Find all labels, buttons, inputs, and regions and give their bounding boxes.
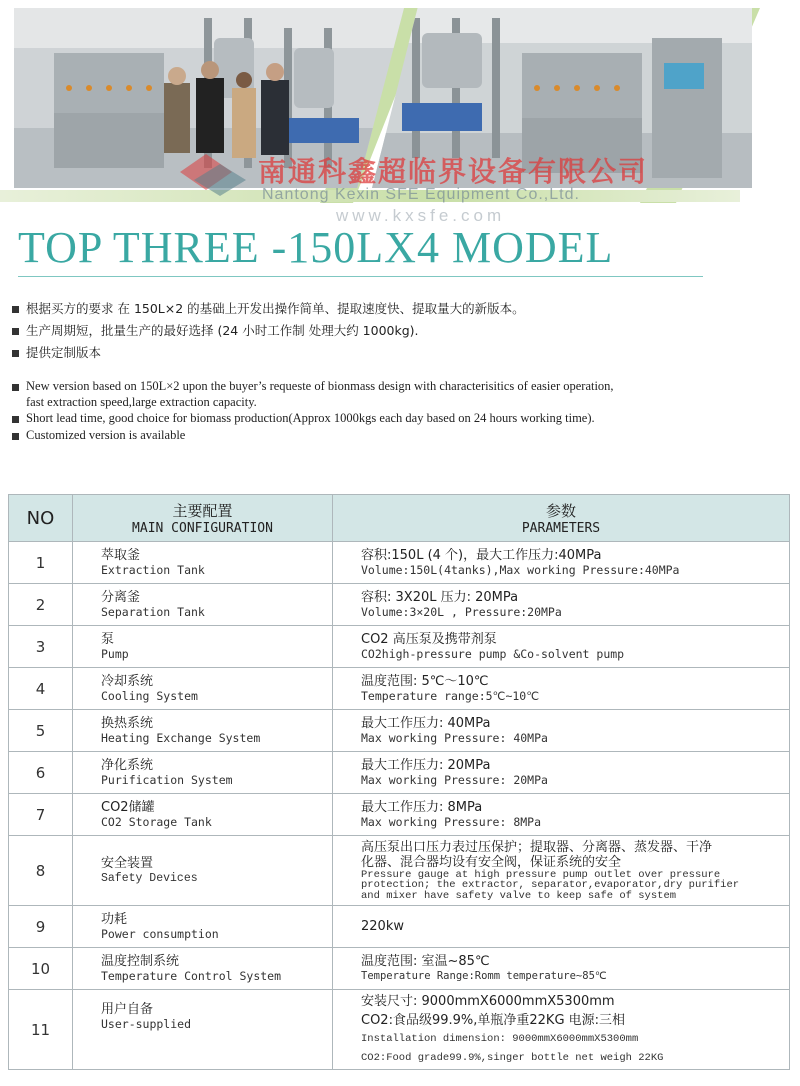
- list-item: Customized version is available: [12, 428, 712, 444]
- config-en: Extraction Tank: [101, 562, 205, 577]
- param-en: Pressure gauge at high pressure pump outlet over pressure: [361, 868, 721, 881]
- row-number: 11: [9, 990, 73, 1070]
- table-row: [9, 990, 790, 1070]
- config-en: Safety Devices: [101, 871, 198, 885]
- config-cn: 温度控制系统: [101, 953, 180, 969]
- param-value: 220kw: [361, 919, 404, 934]
- param-en: Max working Pressure: 8MPa: [361, 814, 542, 829]
- config-cell: [73, 948, 333, 990]
- config-en: Temperature Control System: [101, 968, 282, 983]
- config-cn: 用户自备: [101, 1002, 154, 1017]
- row-number: 7: [9, 794, 73, 836]
- param-cell: [333, 990, 790, 1070]
- config-cell: [73, 584, 333, 626]
- list-item-line: New version based on 150L×2 upon the buyer’s requeste of bionmass design with characterisitics of easier operation,: [26, 379, 614, 393]
- param-en: Max working Pressure: 40MPa: [361, 730, 548, 745]
- table-header-row: [9, 495, 790, 542]
- header-config-cn: 主要配置: [172, 502, 233, 520]
- config-cn: 净化系统: [101, 757, 154, 773]
- header-config: [73, 495, 333, 542]
- param-cn: 高压泵出口压力表过压保护；提取器、分离器、蒸发器、干净: [361, 839, 713, 855]
- list-item-line: fast extraction speed,large extraction capacity.: [26, 394, 257, 409]
- param-en: Temperature Range:Romm temperature~85℃: [361, 969, 607, 982]
- page-title: TOP THREE -150LX4 MODEL: [18, 223, 614, 272]
- config-en: Heating Exchange System: [101, 730, 261, 745]
- param-en: Volume:150L(4tanks),Max working Pressure:40MPa: [361, 562, 680, 577]
- config-cn: 换热系统: [101, 715, 154, 731]
- table-row: [9, 948, 790, 990]
- row-number: 4: [9, 668, 73, 710]
- config-cell: [73, 542, 333, 584]
- param-en: Temperature range:5℃~10℃: [361, 688, 540, 703]
- config-cell: [73, 906, 333, 948]
- param-cn: 最大工作压力: 8MPa: [361, 799, 483, 815]
- watermark-company-en: Nantong Kexin SFE Equipment Co.,Ltd.: [262, 186, 580, 203]
- param-cn: 化器、混合器均设有安全阀，保证系统的安全: [361, 854, 622, 870]
- param-cn: 安装尺寸: 9000mmX6000mmX5300mm: [361, 993, 615, 1009]
- param-cell: [333, 668, 790, 710]
- list-item: [12, 379, 712, 410]
- param-cn: 温度范围: 5℃～10℃: [361, 673, 489, 689]
- config-cn: 泵: [101, 631, 115, 647]
- config-cell: [73, 836, 333, 906]
- param-cn: 容积:150L (4 个)，最大工作压力:40MPa: [361, 547, 602, 563]
- config-en: Pump: [101, 646, 129, 661]
- config-cn: 安全装置: [101, 855, 154, 871]
- table-row: [9, 794, 790, 836]
- param-cn: CO2:食品级99.9%,单瓶净重22KG 电源:三相: [361, 1012, 626, 1028]
- param-cn: 容积: 3X20L 压力: 20MPa: [361, 589, 519, 605]
- row-number: 10: [9, 948, 73, 990]
- param-cn: 最大工作压力: 40MPa: [361, 715, 491, 731]
- list-item: 根据买方的要求 在 150L×2 的基础上开发出操作简单、提取速度快、提取量大的新版本。: [12, 298, 712, 320]
- header-params: [333, 495, 790, 542]
- param-cell: [333, 626, 790, 668]
- config-en: Separation Tank: [101, 604, 205, 619]
- config-en: User-supplied: [101, 1017, 192, 1031]
- list-item: 生产周期短，批量生产的最好选择 (24 小时工作制 处理大约 1000kg).: [12, 320, 712, 342]
- list-item: 提供定制版本: [12, 342, 712, 364]
- table-row: [9, 626, 790, 668]
- param-cell: [333, 542, 790, 584]
- param-en: and mixer have safety valve to keep safe of system: [361, 889, 677, 902]
- row-number: 9: [9, 906, 73, 948]
- param-en: Volume:3×20L , Pressure:20MPa: [361, 604, 562, 619]
- config-en: Power consumption: [101, 926, 219, 941]
- param-cell: [333, 710, 790, 752]
- param-cn: 温度范围: 室温~85℃: [361, 953, 490, 969]
- config-en: CO2 Storage Tank: [101, 814, 212, 829]
- config-cn: 萃取釜: [101, 547, 141, 563]
- list-item: Short lead time, good choice for biomass production(Approx 1000kgs each day based on 24 hours working time).: [12, 411, 712, 427]
- param-cell: [333, 752, 790, 794]
- param-en: Installation dimension: 9000mmX6000mmX5300mm: [361, 1032, 639, 1045]
- row-number: 2: [9, 584, 73, 626]
- table-row: [9, 906, 790, 948]
- param-cell: [333, 794, 790, 836]
- row-number: 6: [9, 752, 73, 794]
- config-cell: [73, 990, 333, 1070]
- watermark-url: www.kxsfe.com: [336, 206, 506, 225]
- config-cell: [73, 668, 333, 710]
- config-cn: 功耗: [101, 911, 128, 927]
- param-cell: [333, 584, 790, 626]
- param-cell: [333, 906, 790, 948]
- table-row: [9, 836, 790, 906]
- param-en: Max working Pressure: 20MPa: [361, 772, 548, 787]
- table-row: [9, 668, 790, 710]
- config-cell: [73, 626, 333, 668]
- config-cn: CO2储罐: [101, 799, 155, 815]
- config-en: Purification System: [101, 772, 233, 787]
- param-cn: CO2 高压泵及携带剂泵: [361, 631, 497, 647]
- config-cell: [73, 710, 333, 752]
- config-cell: [73, 794, 333, 836]
- row-number: 1: [9, 542, 73, 584]
- spec-table: [8, 494, 790, 1070]
- param-en: CO2high-pressure pump &Co-solvent pump: [361, 646, 625, 661]
- config-en: Cooling System: [101, 688, 198, 703]
- header-params-en: PARAMETERS: [521, 521, 601, 536]
- bullet-list-cn: [12, 298, 712, 364]
- row-number: 8: [9, 836, 73, 906]
- param-cn: 最大工作压力: 20MPa: [361, 757, 491, 773]
- table-row: [9, 584, 790, 626]
- header-no: NO: [9, 495, 73, 542]
- param-cell: [333, 836, 790, 906]
- header-params-cn: 参数: [545, 502, 576, 520]
- photo-banner: [0, 0, 800, 225]
- param-en: protection; the extractor, separator,evaporator,dry purifier: [361, 879, 740, 892]
- table-row: [9, 542, 790, 584]
- table-row: [9, 710, 790, 752]
- config-cell: [73, 752, 333, 794]
- kexin-logo-icon: [176, 150, 248, 198]
- table-row: [9, 752, 790, 794]
- header-config-en: MAIN CONFIGURATION: [132, 521, 273, 536]
- param-en: CO2:Food grade99.9%,singer bottle net weigh 22KG: [361, 1051, 664, 1064]
- config-cn: 分离釜: [101, 589, 141, 605]
- watermark-company-cn: 南通科鑫超临界设备有限公司: [258, 155, 649, 188]
- config-cn: 冷却系统: [101, 673, 154, 689]
- param-cell: [333, 948, 790, 990]
- bullet-list-en: [12, 379, 712, 444]
- title-divider: [18, 276, 703, 277]
- row-number: 5: [9, 710, 73, 752]
- row-number: 3: [9, 626, 73, 668]
